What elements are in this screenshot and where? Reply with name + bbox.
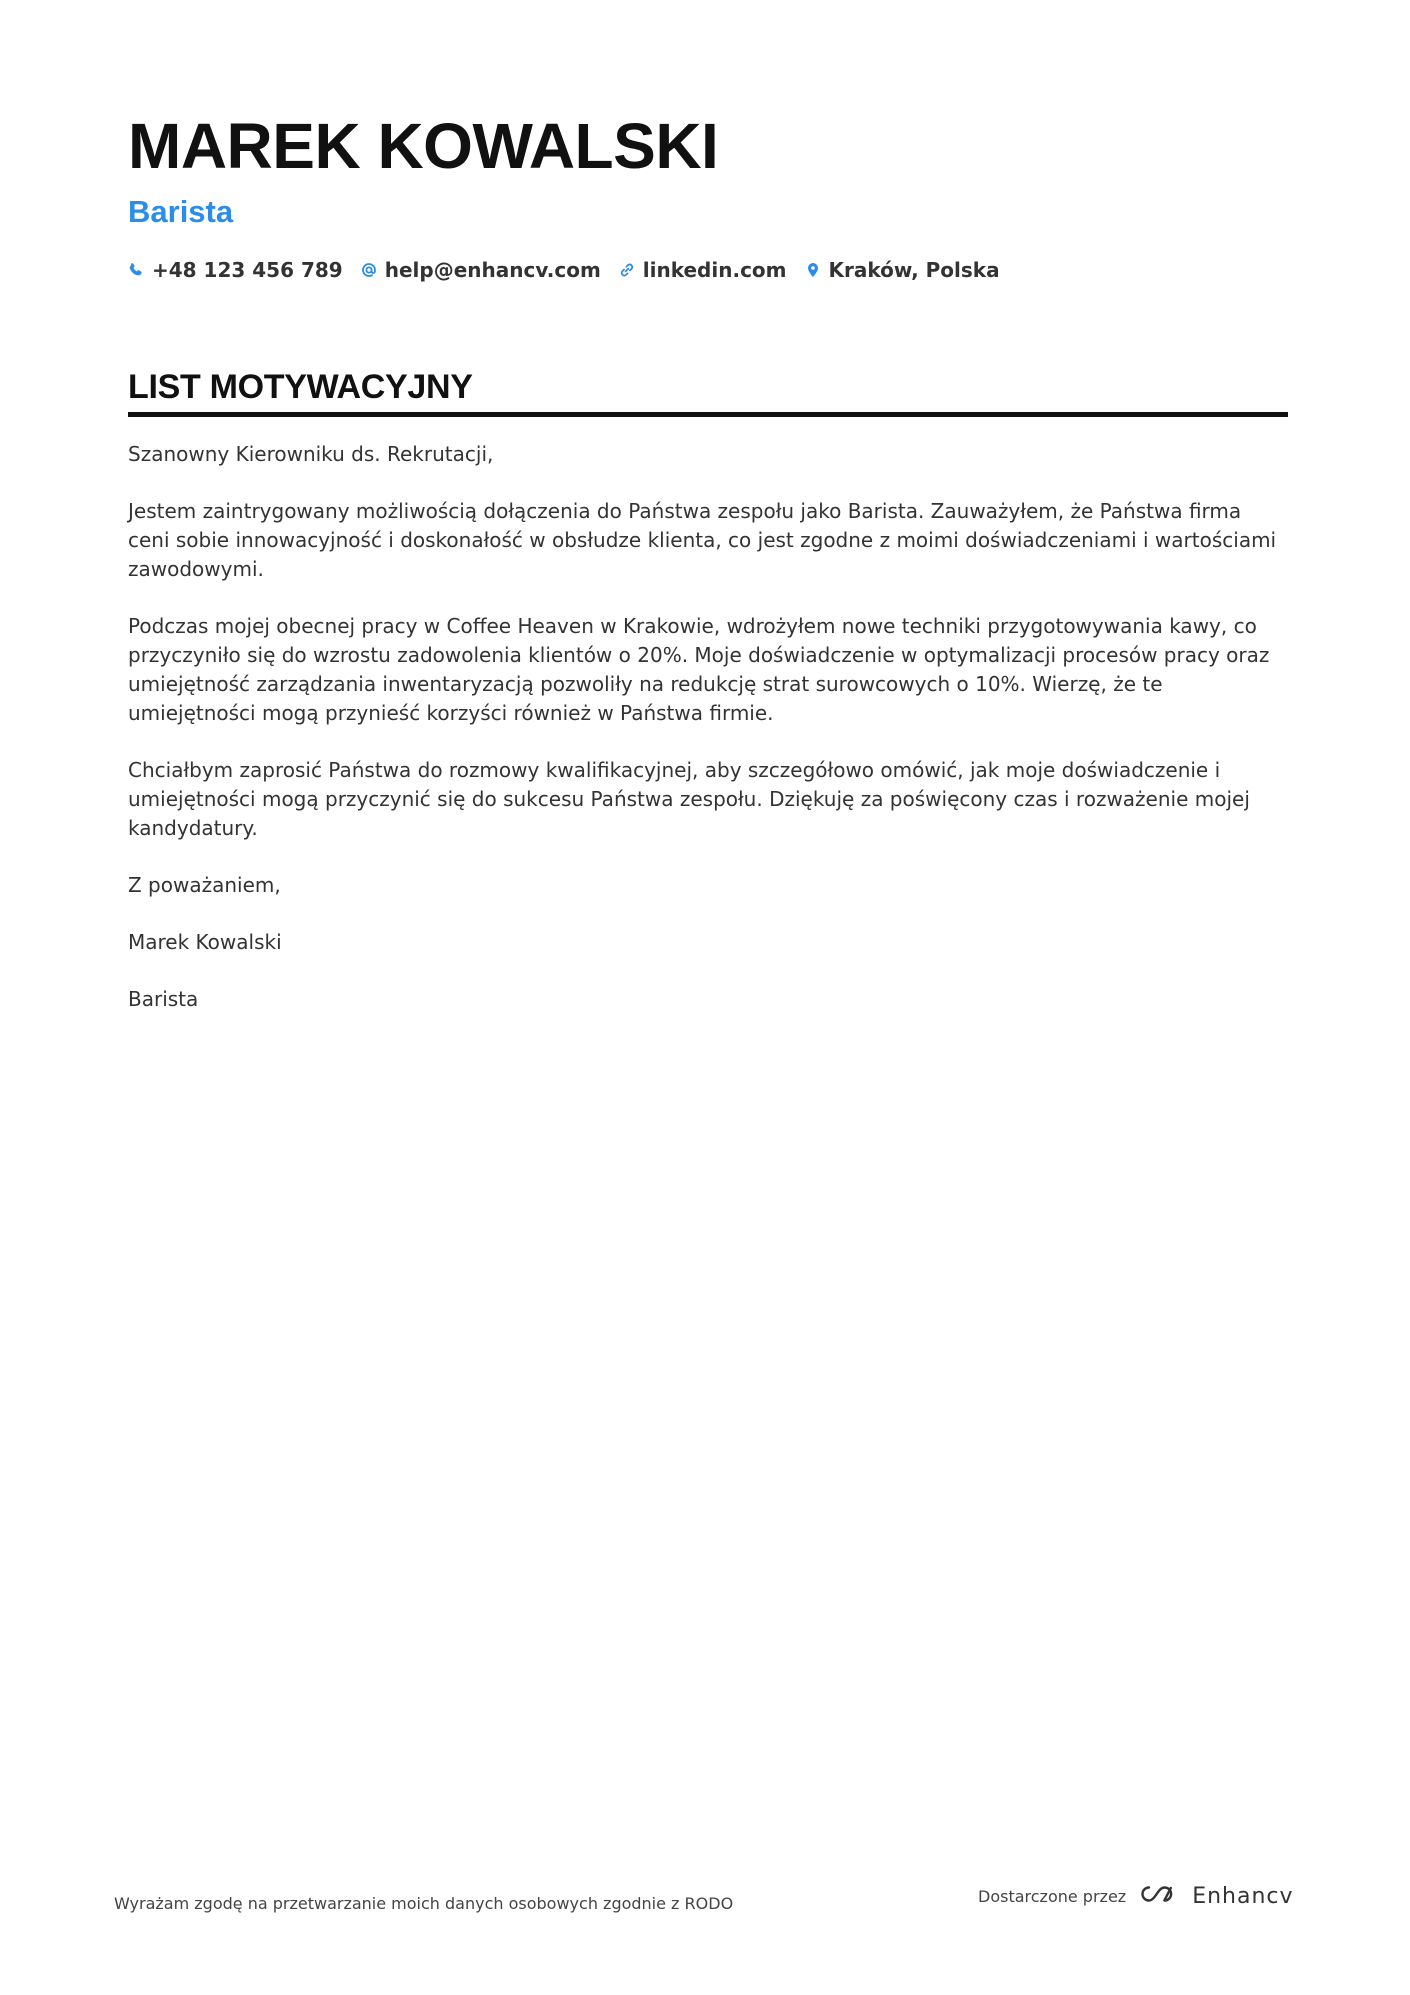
at-icon [361,262,377,278]
location-pin-icon [805,262,821,278]
job-title: Barista [128,194,234,229]
contact-location [805,258,1000,282]
signature-title: Barista [128,987,199,1011]
letter-paragraph: Podczas mojej obecnej pracy w Coffee Heaven w Krakowie, wdrożyłem nowe techniki przygotowywania kawy, co przyczyniło się do wzrostu zadowolenia klientów o 20%. Moje doświadczenie w optymalizacji procesów pracy oraz umiejętność zarządzania inwentaryzacją pozwoliły na redukcję strat surowcowych o 10%. Wierzę, że te umiejętności mogą przynieść korzyści również w Państwa firmie. [128,614,1270,725]
brand [1138,1882,1293,1911]
contact-phone[interactable] [128,258,343,282]
location-text: Kraków, Polska [828,258,1000,282]
contact-linkedin[interactable] [619,258,787,282]
letter-paragraph: Jestem zaintrygowany możliwością dołączenia do Państwa zespołu jako Barista. Zauważyłem, że Państwa firma ceni sobie innowacyjność i doskonałość w obsłudze klienta, co jest zgodne z moimi doświadczeniami i wartościami zawodowymi. [128,499,1277,581]
letter-closing: Z poważaniem, [128,873,281,897]
letter-paragraph: Chciałbym zaprosić Państwa do rozmowy kwalifikacyjnej, aby szczegółowo omówić, jak moje doświadczenie i umiejętności mogą przyczynić się do sukcesu Państwa zespołu. Dziękuję za poświęcony czas i rozważenie mojej kandydatury. [128,758,1250,840]
brand-name: Enhancv [1192,1884,1294,1909]
phone-text: +48 123 456 789 [152,258,343,282]
section-title: LIST MOTYWACYJNY [128,366,1288,417]
gdpr-consent: Wyrażam zgodę na przetwarzanie moich danych osobowych zgodnie z RODO [114,1894,734,1913]
link-icon [619,262,635,278]
candidate-name: MAREK KOWALSKI [128,110,719,182]
email-text: help@enhancv.com [384,258,601,282]
contact-bar [128,258,1288,282]
letter-body [128,440,1288,1042]
contact-email[interactable] [361,258,601,282]
letter-greeting: Szanowny Kierowniku ds. Rekrutacji, [128,442,494,466]
header [128,108,1288,282]
phone-icon [128,262,144,278]
powered-by-label: Dostarczone przez [978,1887,1127,1906]
powered-by[interactable] [978,1882,1294,1911]
signature-name: Marek Kowalski [128,930,282,954]
linkedin-text: linkedin.com [642,258,787,282]
enhancv-logo-icon [1138,1882,1182,1911]
